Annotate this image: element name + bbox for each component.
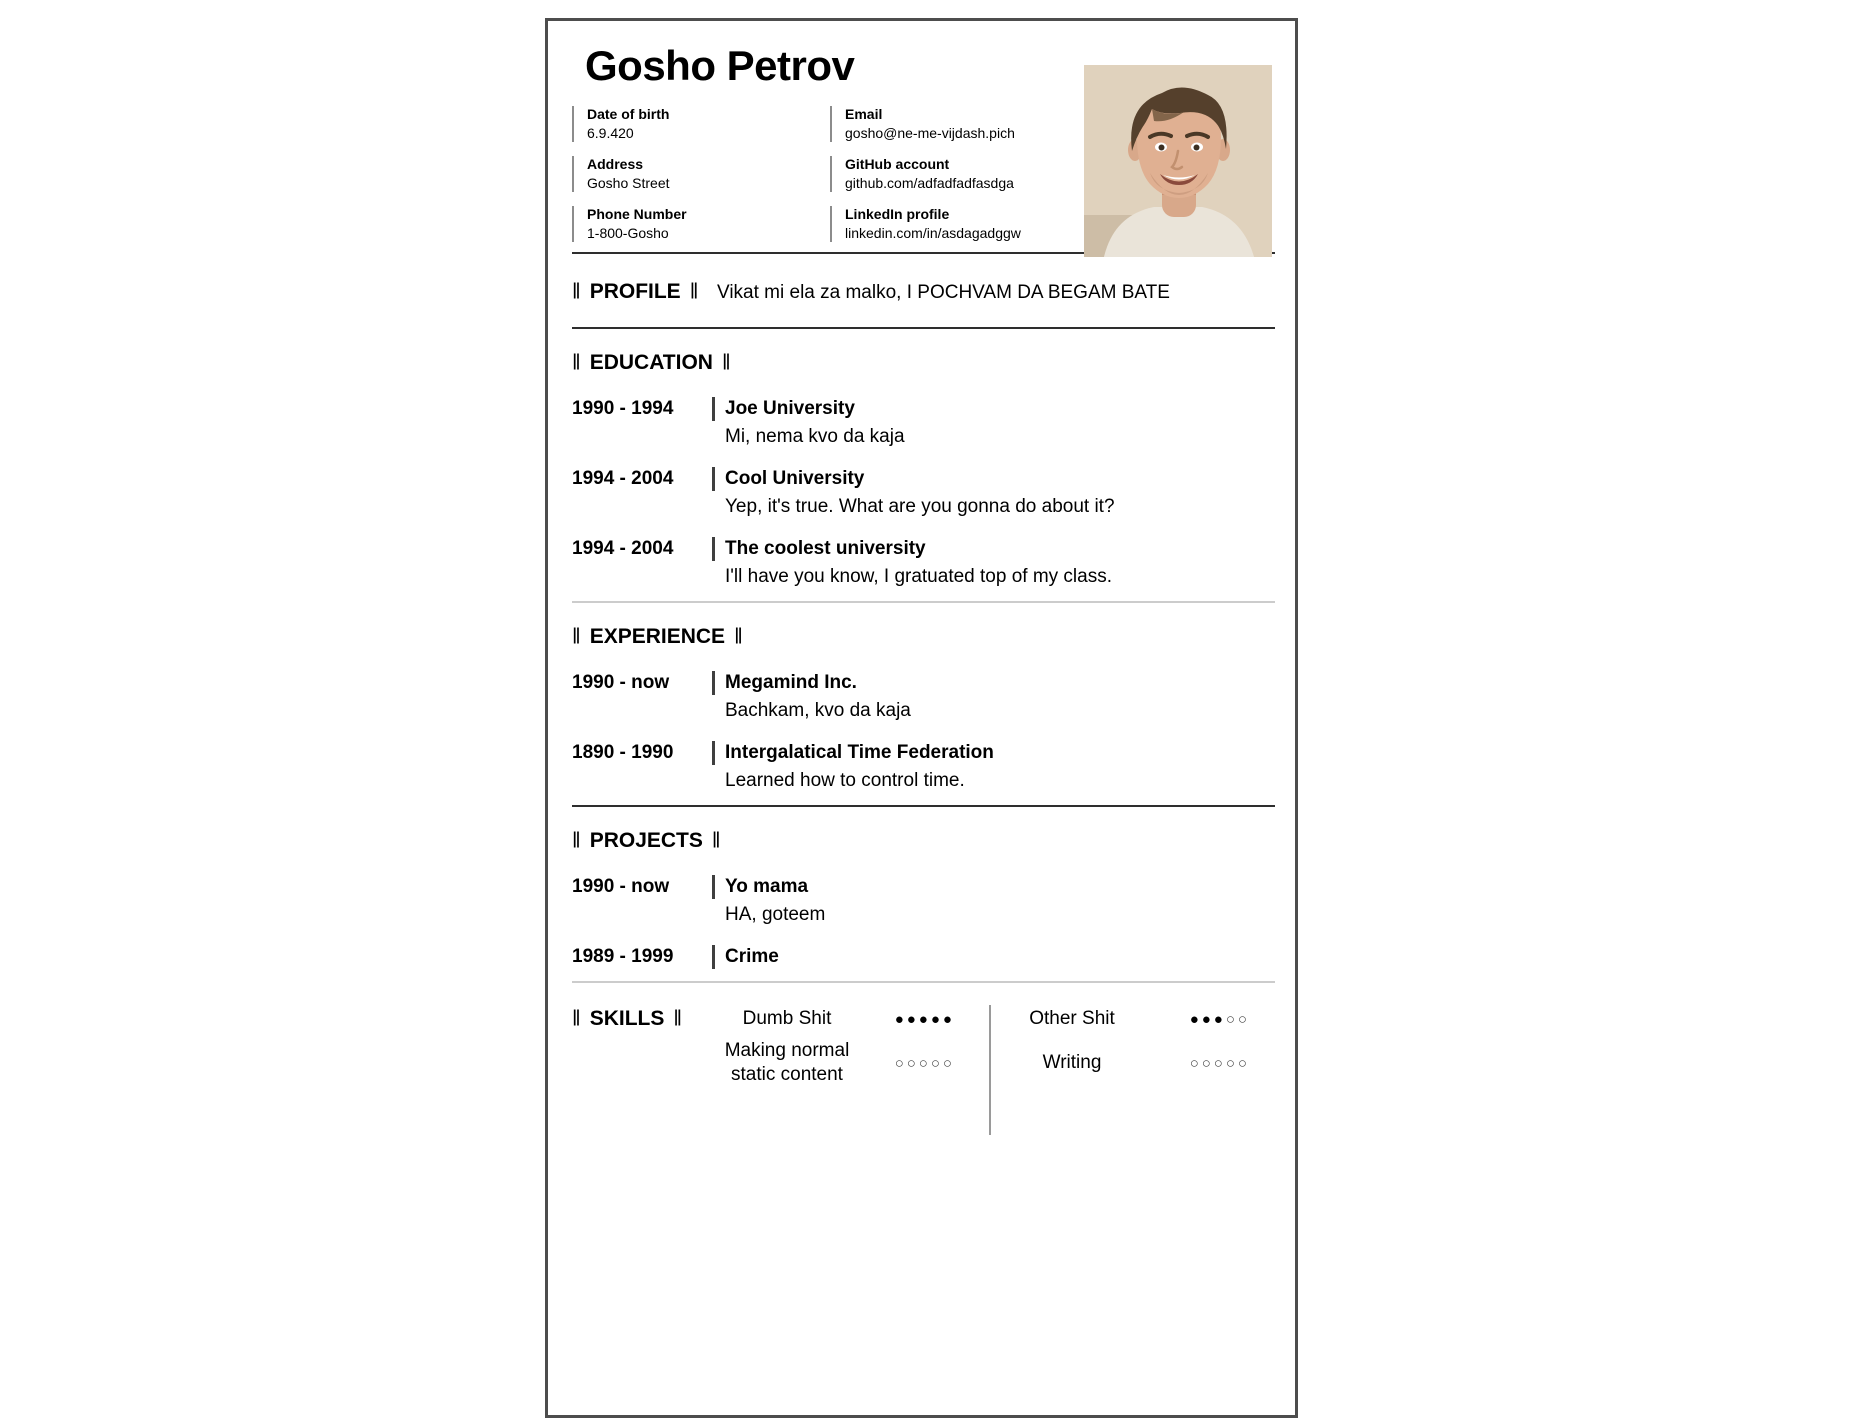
divider (572, 601, 1275, 603)
contact-value: Gosho Street (587, 175, 670, 191)
section-profile (572, 280, 1275, 305)
section-marker: ‖ (572, 1006, 581, 1031)
entry-description: Mi, nema kvo da kaja (725, 426, 905, 447)
cv-header (572, 42, 1275, 242)
entry-period: 1994 - 2004 (572, 538, 674, 559)
entry-description: Bachkam, kvo da kaja (725, 700, 911, 721)
skill-name: Making normal static content (724, 1040, 850, 1085)
contact-label: Phone Number (587, 206, 687, 222)
contact-github (830, 156, 1110, 192)
education-entry (572, 467, 1275, 519)
cv-document (545, 18, 1298, 1418)
profile-photo-image (1084, 65, 1272, 257)
entry-period: 1890 - 1990 (572, 742, 674, 763)
skills-column-divider (989, 1005, 991, 1135)
profile-text: Vikat mi ela za malko, I POCHVAM DA BEGAM BATE (717, 282, 1170, 303)
section-marker: ‖ (689, 279, 699, 304)
section-marker: ‖ (572, 624, 581, 649)
entry-period: 1989 - 1999 (572, 946, 674, 967)
skill-name: Writing (1042, 1052, 1102, 1073)
contact-value: linkedin.com/in/asdagadggw (845, 225, 1021, 241)
section-projects (572, 829, 1275, 969)
entry-period: 1990 - now (572, 672, 670, 693)
contact-value: 1-800-Gosho (587, 225, 669, 241)
contact-label: LinkedIn profile (845, 206, 950, 222)
skill-name: Other Shit (1029, 1008, 1115, 1029)
entry-body (712, 741, 1275, 793)
entry-title: Intergalatical Time Federation (712, 741, 1275, 765)
entry-body (712, 537, 1275, 589)
contact-label: GitHub account (845, 156, 950, 172)
contact-value: gosho@ne-me-vijdash.pich (845, 125, 1015, 141)
project-entry (572, 945, 1275, 969)
project-entry (572, 875, 1275, 927)
contact-value: github.com/adfadfadfasdga (845, 175, 1014, 191)
skill-rating: ○○○○○ (894, 1054, 955, 1072)
skill-rating: ○○○○○ (1189, 1054, 1250, 1072)
section-marker: ‖ (734, 624, 743, 649)
contact-date-of-birth (572, 106, 830, 142)
entry-body (712, 397, 1275, 449)
contact-label: Date of birth (587, 106, 670, 122)
entry-body (712, 671, 1275, 723)
entry-title: Joe University (712, 397, 1275, 421)
entry-body (712, 945, 1275, 969)
skill-rating: ●●●○○ (1189, 1010, 1250, 1028)
entry-title: Megamind Inc. (712, 671, 1275, 695)
education-entry (572, 397, 1275, 449)
skill-rating: ●●●●● (894, 1010, 955, 1028)
experience-entry (572, 741, 1275, 793)
section-title-text: PROJECTS (589, 829, 703, 852)
contact-label: Email (845, 106, 883, 122)
section-marker: ‖ (572, 279, 581, 304)
entry-period: 1994 - 2004 (572, 468, 674, 489)
divider (572, 327, 1275, 329)
section-title-projects (572, 829, 721, 853)
contact-value: 6.9.420 (587, 125, 634, 141)
section-skills (572, 1007, 1275, 1087)
entry-title: Yo mama (712, 875, 1275, 899)
section-title-text: PROFILE (589, 280, 681, 303)
divider (572, 981, 1275, 983)
entry-description: HA, goteem (725, 904, 826, 925)
entry-period: 1990 - 1994 (572, 398, 674, 419)
section-marker: ‖ (572, 828, 581, 853)
section-title-education (572, 351, 731, 375)
section-experience (572, 625, 1275, 793)
entry-description: Learned how to control time. (725, 770, 965, 791)
section-title-text: EXPERIENCE (589, 625, 726, 648)
section-marker: ‖ (572, 350, 581, 375)
section-marker: ‖ (721, 350, 731, 375)
experience-entry (572, 671, 1275, 723)
profile-photo (1084, 65, 1272, 257)
section-title-text: EDUCATION (589, 351, 713, 374)
contact-linkedin (830, 206, 1110, 242)
entry-title: Crime (712, 945, 1275, 969)
section-title-text: SKILLS (589, 1007, 665, 1030)
entry-title: Cool University (712, 467, 1275, 491)
entry-description: Yep, it's true. What are you gonna do about it? (725, 496, 1115, 517)
page-title: Gosho Petrov (585, 42, 855, 89)
contact-label: Address (587, 156, 644, 172)
contact-address (572, 156, 830, 192)
skills-grid (717, 1007, 1275, 1087)
education-entry (572, 537, 1275, 589)
section-title-skills (572, 1007, 717, 1087)
entry-body (712, 875, 1275, 927)
section-marker: ‖ (711, 828, 721, 853)
contact-email (830, 106, 1110, 142)
entry-title: The coolest university (712, 537, 1275, 561)
entry-period: 1990 - now (572, 876, 670, 897)
section-education (572, 351, 1275, 589)
entry-body (712, 467, 1275, 519)
section-title-experience (572, 625, 743, 649)
divider (572, 805, 1275, 807)
entry-description: I'll have you know, I gratuated top of my class. (725, 566, 1112, 587)
skill-name: Dumb Shit (742, 1008, 832, 1029)
section-title-profile (572, 280, 717, 304)
section-marker: ‖ (673, 1006, 683, 1031)
contact-phone (572, 206, 830, 242)
